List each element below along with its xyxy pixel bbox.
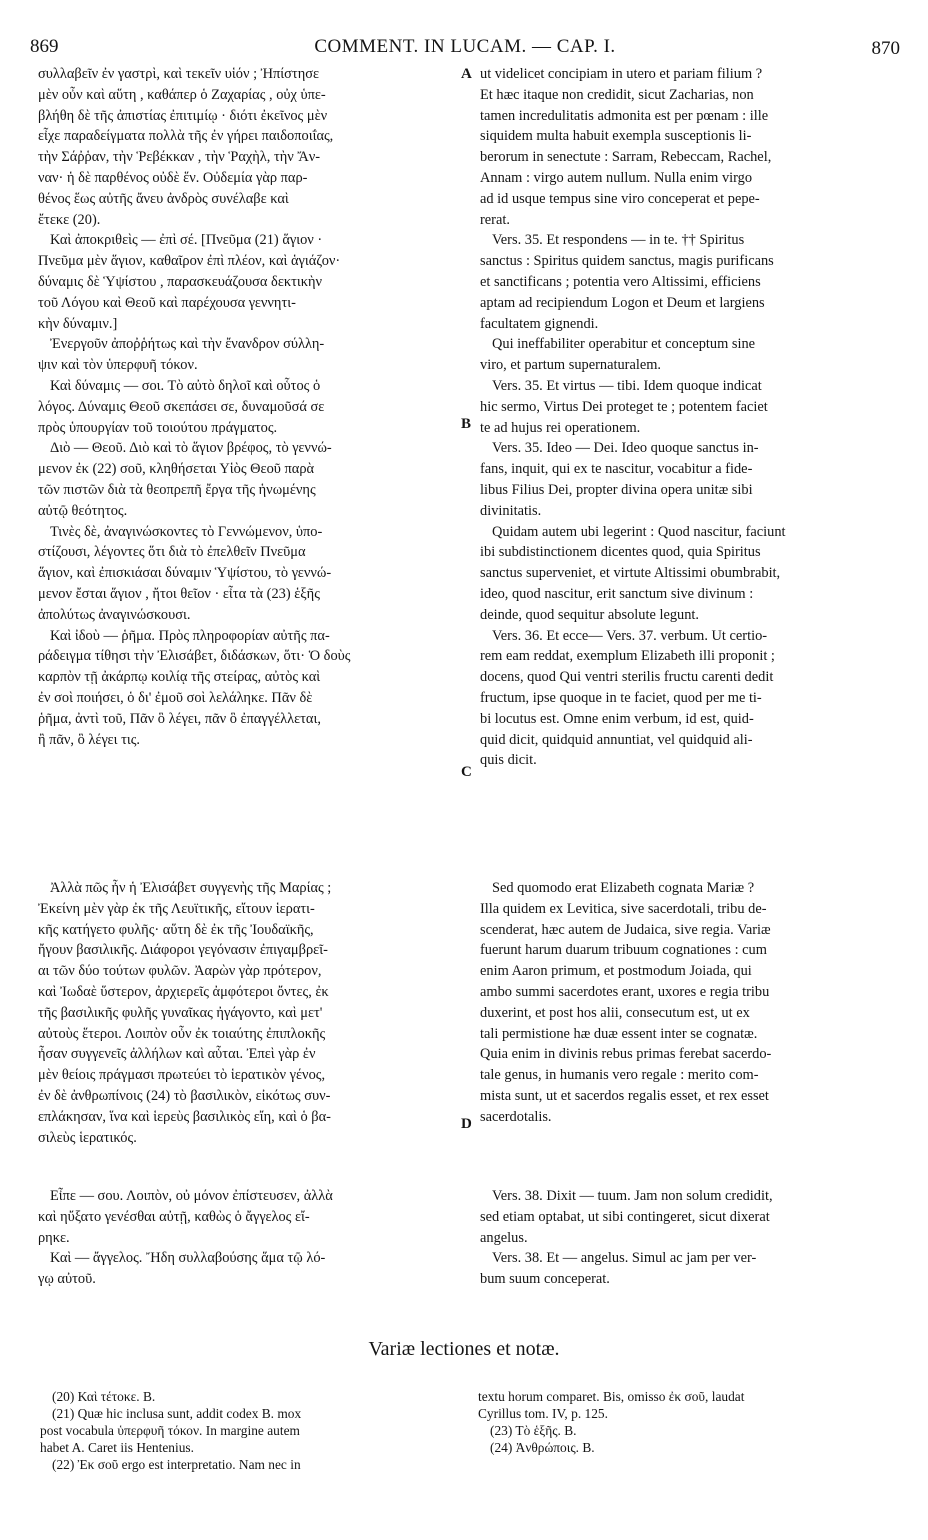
text-line: (22) Ἐκ σοῦ ergo est interpretatio. Nam nec in: [52, 1457, 301, 1472]
text-line: ἐν δὲ ἀνθρωπίνοις (24) τὸ βασιλικὸν, εἰκότως συν-: [38, 1087, 331, 1104]
greek-column-bottom: [38, 1186, 458, 1290]
text-line: facultatem gignendi.: [480, 315, 599, 332]
notes-title: Variæ lectiones et notæ.: [368, 1338, 560, 1360]
margin-marker-b: B: [461, 416, 472, 432]
text-line: enim Aaron primum, et postmodum Joiada, qui: [480, 963, 752, 980]
text-line: ibi subdistinctionem dicentes quod, quia Spiritus: [480, 544, 761, 561]
text-line: κὴν δύναμιν.]: [38, 315, 118, 332]
text-line: αὐτοὺς ἕτεροι. Λοιπὸν οὖν ἐκ τοιαύτης ἐπιπλοκῆς: [38, 1025, 326, 1042]
text-line: Ἀλλὰ πῶς ἦν ἡ Ἐλισάβετ συγγενὴς τῆς Μαρίας ;: [50, 880, 332, 896]
page-header: [30, 36, 900, 60]
text-line: Illa quidem ex Levitica, sive sacerdotali, tribu de-: [480, 900, 767, 917]
text-line: tamen incredulitatis admonita est per pœnam : ille: [480, 107, 769, 124]
text-line: Τινὲς δὲ, ἀναγινώσκοντες τὸ Γεννώμενον, ὑπο-: [50, 523, 323, 540]
text-line: quid dicit, quidquid annuntiat, vel quidquid ali-: [480, 731, 753, 748]
text-line: εἶχε παραδείγματα πολλὰ τῆς ἐν γήρει παιδοποιΐας,: [38, 128, 334, 145]
text-line: συλλαβεῖν ἐν γαστρὶ, καὶ τεκεῖν υἱόν ; Ἠπίστησε: [38, 66, 320, 82]
text-line: ἢ πᾶν, ὃ λέγει τις.: [38, 731, 141, 748]
text-line: quis dicit.: [480, 752, 537, 769]
notes-left-column: [40, 1388, 460, 1473]
text-line: ambo summi sacerdotes erant, uxores e regia tribu: [480, 983, 770, 1000]
text-line: (23) Τὸ ἑξῆς. B.: [490, 1423, 577, 1438]
text-line: te ad hujus rei operationem.: [480, 419, 641, 436]
text-line: ψιν καὶ τὸν ὑπερφυῆ τόκον.: [38, 357, 198, 374]
margin-marker-d: D: [461, 1116, 472, 1132]
text-line: mista sunt, ut et sacerdos regalis esset, et rex esset: [480, 1087, 769, 1104]
text-line: καρπὸν τῇ ἀκάρπῳ κοιλίᾳ τῆς στείρας, αὐτὸς καὶ: [38, 669, 321, 686]
text-line: (20) Καὶ τέτοκε. B.: [52, 1389, 156, 1404]
margin-marker-a: A: [461, 66, 472, 82]
text-line: (24) Ἀνθρώποις. B.: [490, 1440, 595, 1455]
running-title: COMMENT. IN LUCAM. — CAP. I.: [314, 36, 616, 57]
text-line: Vers. 38. Dixit — tuum. Jam non solum credidit,: [492, 1188, 773, 1204]
text-line: sacerdotalis.: [480, 1108, 552, 1125]
text-line: tali permistione hæ duæ essent inter se cognatæ.: [480, 1025, 758, 1042]
text-line: ἦσαν συγγενεῖς ἀλλήλων καὶ αὗται. Ἐπεὶ γὰρ ἐν: [38, 1046, 316, 1063]
text-line: τοῦ Λόγου καὶ Θεοῦ καὶ παρέχουσα γεννητι-: [38, 294, 296, 311]
text-line: bi locutus est. Omne enim verbum, id est, quid-: [480, 710, 754, 727]
text-line: Qui ineffabiliter operabitur et conceptum sine: [492, 336, 756, 353]
text-line: rem eam reddat, exemplum Elizabeth illi proponit ;: [480, 648, 775, 665]
text-line: ἐν σοὶ ποιήσει, ὁ δι' ἐμοῦ σοὶ λελάληκε. Πᾶν δὲ: [38, 689, 313, 706]
text-line: Vers. 36. Et ecce— Vers. 37. verbum. Ut certio-: [492, 627, 768, 644]
text-line: θένος ἕως αὐτῆς ἄνευ ἀνδρὸς συνέλαβε καὶ: [38, 190, 289, 207]
text-line: tale genus, in humanis vero regale : merito com-: [480, 1067, 759, 1084]
text-line: κῆς κατήγετο φυλῆς· αὕτη δὲ ἐκ τῆς Ἰουδαϊκῆς,: [38, 921, 314, 938]
text-line: duxerint, et post hos alii, consecutum est, ut ex: [480, 1004, 750, 1021]
text-line: Διὸ — Θεοῦ. Διὸ καὶ τὸ ἅγιον βρέφος, τὸ γεννώ-: [50, 440, 332, 457]
text-line: Ἐνεργοῦν ἀποῤῥήτως καὶ τὴν ἔνανδρον σύλλη-: [50, 336, 325, 353]
text-line: divinitatis.: [480, 502, 542, 519]
text-line: ἀπολύτως ἀναγινώσκουσι.: [38, 606, 191, 623]
text-line: δύναμις δὲ Ὑψίστου , παρασκευάζουσα δεκτικὴν: [38, 273, 323, 290]
text-line: Καὶ δύναμις — σοι. Τὸ αὐτὸ δηλοῖ καὶ οὗτος ὁ: [50, 377, 321, 394]
text-line: αι τῶν δύο τούτων φυλῶν. Ἀαρὼν γὰρ πρότερον,: [38, 963, 322, 980]
latin-column-middle: [480, 878, 892, 1128]
text-line: αὐτῷ θεότητος.: [38, 502, 128, 519]
text-line: ράδειγμα τίθησι τὴν Ἐλισάβετ, διδάσκων, ὅτι· Ὁ δοὺς: [38, 648, 351, 665]
text-line: siquidem multa habuit exempla susceptionis li-: [480, 128, 752, 145]
text-line: τῶν πιστῶν διὰ τὰ θεοπρεπῆ ἔργα τῆς ἡνωμένης: [38, 481, 316, 498]
text-line: στίζουσι, λέγοντες ὅτι διὰ τὸ ἐπελθεῖν Πνεῦμα: [38, 544, 306, 561]
text-line: λόγος. Δύναμις Θεοῦ σκεπάσει σε, δυναμοῦσά σε: [38, 398, 325, 415]
text-line: rerat.: [480, 211, 510, 228]
text-line: τῆς βασιλικῆς φυλῆς γυναῖκας ἠγάγοντο, καὶ μετ': [38, 1004, 323, 1021]
text-line: viro, et partum supernaturalem.: [480, 357, 662, 374]
text-line: καὶ Ἰωδαὲ ὕστερον, ἀρχιερεῖς ἀμφότεροι ὄντες, ἐκ: [38, 983, 329, 1000]
text-line: Καὶ ἀποκριθεὶς — ἐπὶ σέ. [Πνεῦμα (21) ἅγιον ·: [50, 232, 323, 249]
text-line: fructum, ipse quoque in te faciet, quod per me ti-: [480, 689, 762, 706]
text-line: ῥῆμα, ἀντὶ τοῦ, Πᾶν ὃ λέγει, πᾶν ὃ ἐπαγγέλλεται,: [38, 710, 321, 727]
text-line: μενον ἐκ (22) σοῦ, κληθήσεται Υἱὸς Θεοῦ παρὰ: [38, 461, 315, 478]
page-number-left: 869: [30, 36, 59, 57]
text-line: Vers. 35. Et respondens — in te. †† Spiritus: [492, 232, 745, 249]
text-line: Quidam autem ubi legerint : Quod nascitur, faciunt: [492, 523, 786, 540]
text-line: ut videlicet concipiam in utero et pariam filium ?: [480, 66, 763, 82]
text-line: scenderat, hæc autem de Judaica, sive regia. Variæ: [480, 921, 771, 938]
text-line: ἅγιον, καὶ ἐπισκιάσαι δύναμιν Ὑψίστου, τὸ γεννώ-: [38, 565, 332, 582]
text-line: τὴν Σάῤῥαν, τὴν Ῥεβέκκαν , τὴν Ῥαχὴλ, τὴν Ἄν-: [38, 149, 321, 166]
text-line: (21) Quæ hic inclusa sunt, addit codex B. mox: [52, 1406, 302, 1421]
text-line: post vocabula ὑπερφυῆ τόκον. In margine autem: [40, 1423, 300, 1438]
text-line: Annam : virgo autem nullum. Nulla enim virgo: [480, 169, 753, 186]
text-line: habet A. Caret iis Hentenius.: [40, 1440, 194, 1455]
greek-column-middle: [38, 878, 458, 1148]
text-line: Cyrillus tom. IV, p. 125.: [478, 1406, 608, 1421]
text-line: Ἐκείνη μὲν γὰρ ἐκ τῆς Λευϊτικῆς, εἴτουν ἱερατι-: [38, 900, 315, 917]
text-line: Καὶ — ἄγγελος. Ἤδη συλλαβούσης ἅμα τῷ λό-: [50, 1250, 326, 1267]
text-line: aptam ad recipiendum Logon et Deum et largiens: [480, 294, 765, 311]
text-line: Καὶ ἰδοὺ — ῥῆμα. Πρὸς πληροφορίαν αὐτῆς πα-: [50, 627, 330, 644]
text-line: libus Filius Dei, propter divina opera unitæ sibi: [480, 481, 753, 498]
text-line: καὶ ηὔξατο γενέσθαι αὐτῇ, καθὼς ὁ ἄγγελος εἴ-: [38, 1208, 310, 1225]
text-line: sanctus superveniet, et virtute Altissimi obumbrabit,: [480, 565, 781, 582]
text-line: fuerunt harum duarum tribuum cognationes : cum: [480, 942, 767, 959]
text-line: et sanctificans ; potentia vero Altissimi, efficiens: [480, 273, 761, 290]
text-line: deinde, quod sequitur absolute legunt.: [480, 606, 700, 623]
text-line: Vers. 38. Et — angelus. Simul ac jam per ver-: [492, 1250, 757, 1267]
text-line: fans, inquit, qui ex te nascitur, vocabitur a fide-: [480, 461, 753, 478]
margin-marker-c: C: [461, 764, 472, 780]
text-line: ad id usque tempus sine viro conceperat et pepe-: [480, 190, 760, 207]
text-line: βλήθη δὲ τῆς ἀπιστίας ἐπιτιμίῳ · διότι ἐκεῖνος μὲν: [38, 107, 328, 124]
text-line: angelus.: [480, 1229, 528, 1246]
text-line: docens, quod Qui ventri sterilis fructu carenti dedit: [480, 669, 774, 686]
text-line: ἔτεκε (20).: [38, 211, 101, 228]
text-line: Πνεῦμα μὲν ἅγιον, καθαῖρον ἐπὶ πλέον, καὶ ἁγιάζον·: [38, 253, 341, 270]
text-line: bum suum conceperat.: [480, 1271, 610, 1288]
text-line: berorum in senectute : Sarram, Rebeccam, Rachel,: [480, 149, 772, 166]
text-line: ρηκε.: [38, 1229, 70, 1246]
text-line: Sed quomodo erat Elizabeth cognata Mariæ ?: [492, 880, 755, 896]
text-line: hic sermo, Virtus Dei proteget te ; potentem faciet: [480, 398, 768, 415]
text-line: Quia enim in divinis rebus primas ferebat sacerdo-: [480, 1046, 772, 1063]
page-number-right: 870: [871, 38, 900, 59]
text-line: ideo, quod nascitur, erit sanctum sive divinum :: [480, 585, 754, 602]
text-line: ναν· ἡ δὲ παρθένος οὐδὲ ἕν. Οὐδεμία γὰρ παρ-: [38, 169, 308, 186]
text-line: επλάκησαν, ἵνα καὶ ἱερεὺς βασιλικὸς εἴη, καὶ ὁ βα-: [38, 1108, 331, 1125]
text-line: πρὸς ὑπουργίαν τοῦ τοιούτου πράγματος.: [38, 419, 278, 436]
text-line: Et hæc itaque non credidit, sicut Zacharias, non: [480, 86, 754, 103]
text-line: σιλεὺς ἱερατικός.: [38, 1129, 137, 1146]
text-line: Vers. 35. Ideo — Dei. Ideo quoque sanctus in-: [492, 440, 759, 457]
latin-column-top: [480, 64, 892, 771]
text-line: sanctus : Spiritus quidem sanctus, magis purificans: [480, 253, 774, 270]
text-line: γῳ αὐτοῦ.: [38, 1271, 96, 1288]
latin-column-bottom: [480, 1186, 892, 1290]
text-line: ἤγουν βασιλικῆς. Διάφοροι γεγόνασιν ἐπιγαμβρεῖ-: [38, 942, 328, 959]
text-line: μενον ἔσται ἅγιον , ἤτοι θεῖον · εἶτα τὰ (23) ἑξῆς: [38, 585, 320, 602]
text-line: sed etiam optabat, ut sibi contingeret, sicut dixerat: [480, 1208, 770, 1225]
text-line: μὲν οὖν καὶ αὕτη , καθάπερ ὁ Ζαχαρίας , οὐχ ὑπε-: [38, 86, 326, 103]
text-line: Εἶπε — σου. Λοιπὸν, οὐ μόνον ἐπίστευσεν, ἀλλὰ: [50, 1188, 333, 1204]
notes-right-column: [478, 1388, 898, 1456]
text-line: μὲν θείοις πράγμασι πρωτεύει τὸ ἱερατικὸν γένος,: [38, 1067, 326, 1084]
greek-column-top: [38, 64, 458, 750]
text-line: Vers. 35. Et virtus — tibi. Idem quoque indicat: [492, 377, 762, 394]
text-line: textu horum comparet. Bis, omisso ἐκ σοῦ, laudat: [478, 1389, 745, 1404]
